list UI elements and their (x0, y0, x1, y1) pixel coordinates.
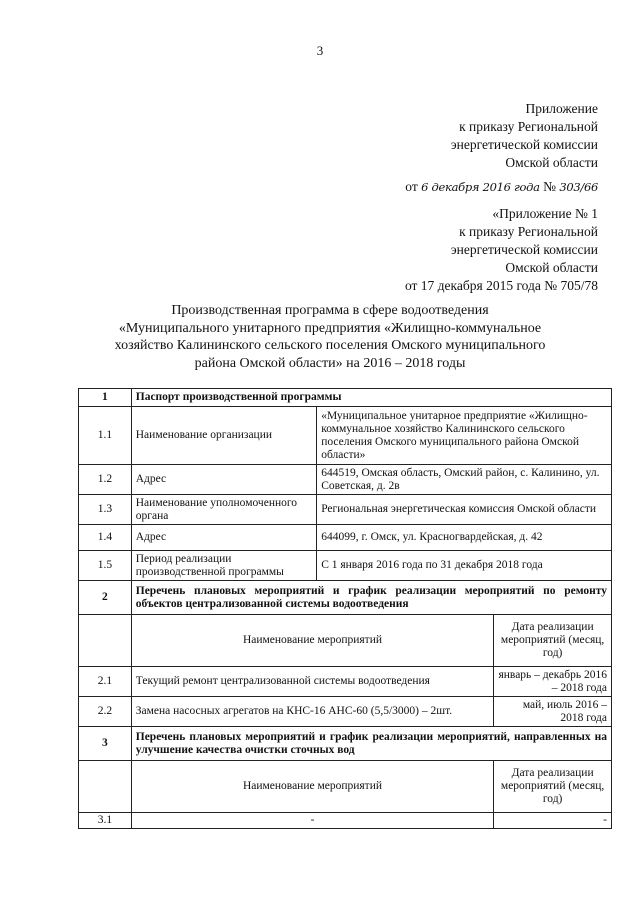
header-name: Наименование мероприятий (131, 615, 493, 667)
section-number: 3 (79, 727, 132, 761)
appendix-current (405, 100, 598, 196)
row-number: 1.3 (79, 495, 132, 525)
activity-date: январь – декабрь 2016 – 2018 года (494, 667, 612, 697)
column-header-row (79, 615, 612, 667)
row-label: Адрес (131, 465, 316, 495)
section-title: Перечень плановых мероприятий и график реализации мероприятий, направленных на улучшение качества очистки сточных вод (131, 727, 611, 761)
table-row (79, 525, 612, 551)
row-value: «Муниципальное унитарное предприятие «Жилищно-коммунальное хозяйство Калининского сельского поселения Омского муниципального района Омской области» (317, 407, 612, 465)
appendix-line: к приказу Региональной (459, 119, 598, 134)
table-row (79, 495, 612, 525)
section-number: 1 (79, 389, 132, 407)
section-title: Перечень плановых мероприятий и график реализации мероприятий по ремонту объектов централизованной системы водоотведения (131, 581, 611, 615)
header-date: Дата реализации мероприятий (месяц, год) (494, 615, 612, 667)
title-line: «Муниципального унитарного предприятия «Жилищно-коммунальное (118, 320, 542, 336)
header-name: Наименование мероприятий (131, 761, 493, 813)
row-number: 1.2 (79, 465, 132, 495)
row-number: 3.1 (79, 813, 132, 829)
activity-date: май, июль 2016 – 2018 года (494, 697, 612, 727)
document-title (60, 302, 600, 372)
row-number: 2.2 (79, 697, 132, 727)
from-prefix: от (405, 179, 418, 194)
section-title: Паспорт производственной программы (131, 389, 611, 407)
appendix-line: Омской области (505, 155, 598, 170)
row-value: Региональная энергетическая комиссия Омской области (317, 495, 612, 525)
program-table (78, 388, 612, 829)
row-number: 1.5 (79, 551, 132, 581)
row-label: Наименование организации (131, 407, 316, 465)
column-header-row (79, 761, 612, 813)
row-label: Адрес (131, 525, 316, 551)
title-line: Производственная программа в сфере водоотведения (171, 303, 489, 318)
appendix-line: Омской области (505, 260, 598, 275)
table-row (79, 697, 612, 727)
row-number: 2.1 (79, 667, 132, 697)
title-line: района Омской области» на 2016 – 2018 годы (194, 355, 466, 371)
appendix-line: энергетической комиссии (450, 137, 598, 152)
number-sign: № (543, 179, 556, 194)
table-row (79, 813, 612, 829)
section-header-row (79, 727, 612, 761)
row-number: 1.1 (79, 407, 132, 465)
appendix-line: к приказу Региональной (459, 224, 598, 239)
row-value: С 1 января 2016 года по 31 декабря 2018 года (317, 551, 612, 581)
handwritten-number: 303/66 (559, 180, 598, 194)
row-number: 1.4 (79, 525, 132, 551)
appendix-line: энергетической комиссии (450, 242, 598, 257)
handwritten-date: 6 декабря 2016 года (421, 180, 540, 194)
activity-date: - (494, 813, 612, 829)
table-row (79, 551, 612, 581)
page-number: 3 (316, 43, 324, 58)
table-row (79, 407, 612, 465)
section-number: 2 (79, 581, 132, 615)
header-date: Дата реализации мероприятий (месяц, год) (494, 761, 612, 813)
section-header-row (79, 581, 612, 615)
row-value: 644099, г. Омск, ул. Красногвардейская, д. 42 (317, 525, 612, 551)
table-row (79, 667, 612, 697)
title-line: хозяйство Калининского сельского поселения Омского муниципального (114, 338, 546, 353)
appendix-line: «Приложение № 1 (492, 206, 598, 221)
table-row (79, 465, 612, 495)
appendix-original (405, 205, 598, 295)
section-header-row (79, 389, 612, 407)
row-label: Наименование уполномоченного органа (131, 495, 316, 525)
row-value: 644519, Омская область, Омский район, с. Калинино, ул. Советская, д. 2в (317, 465, 612, 495)
appendix-line: от 17 декабря 2015 года № 705/78 (404, 278, 598, 293)
activity-name: Замена насосных агрегатов на КНС-16 АНС-60 (5,5/3000) – 2шт. (131, 697, 493, 727)
row-label: Период реализации производственной программы (131, 551, 316, 581)
activity-name: - (131, 813, 493, 829)
appendix-line: Приложение (525, 101, 598, 116)
activity-name: Текущий ремонт централизованной системы водоотведения (131, 667, 493, 697)
appendix-date-line (405, 178, 598, 196)
